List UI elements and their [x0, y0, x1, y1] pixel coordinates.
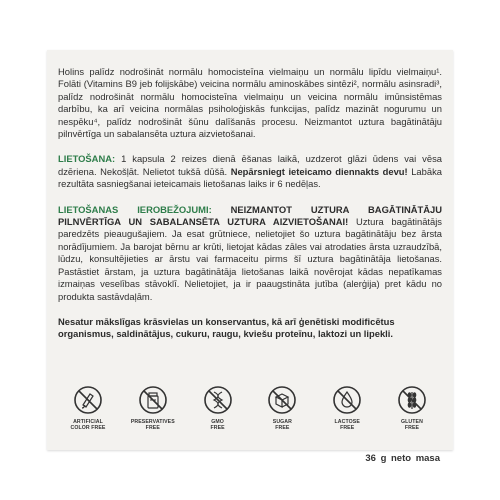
free-from-statement: Nesatur mākslīgas krāsvielas un konservantus, kā arī ģenētiski modificētus organismus, saldinātājus, cukuru, raugu, kviešu proteīnu, laktozi un lipekli.	[58, 315, 395, 340]
icon-label-line2: FREE	[275, 425, 290, 432]
icon-label-line2: FREE	[404, 425, 420, 432]
benefits-paragraph: Holins palīdz nodrošināt normālu homocisteīna vielmaiņu un normālu lipīdu vielmaiņu¹. Folāti (Vitamins B9 jeb folijskābe) veicina normālu aminoskābes sintēzi², normālu asinsradi³, palīdz nodrošināt normālu homocisteīna vielmaiņu un veicina normālu imūnsistēmas darbību, ka arī veicina normālas psiholoģiskās funkcijas, palīdz mazināt nogurumu un nespēku⁴, palīdz nodrošināt šūnu dalīšanās procesu. Neizmantot uztura bagātinātāju pilnvērtīga un sabalansēta uztura aizvietošanai.	[58, 66, 442, 140]
icon-item-lactose	[317, 385, 377, 445]
icon-label-line2: FREE	[210, 425, 225, 432]
usage-text-1: 1 kapsula 2 reizes dienā ēšanas laikā, uzdzerot glāzi ūdens vai vēsa dzēriena. Nekošļāt. Nelietot tukšā dūšā.	[58, 153, 442, 177]
usage-text-2: Labāka rezultāta sasniegšanai ieteicamais lietošanas laiks ir 6 nedēļas.	[58, 165, 442, 190]
lactose-free-icon	[332, 385, 362, 415]
net-mass: 36 g neto masa	[365, 453, 440, 464]
artificial-color-free-icon	[73, 385, 103, 415]
icon-item-gmo	[188, 385, 248, 445]
restrictions-text: Uztura bagātinātājs paredzēts pieaugušajiem. Ja esat grūtniece, nelietojiet šo uztura bagātinātāju bez ārsta norādījumiem. Ja barojat bērnu ar krūti, lietojat kādas zāles vai atrodaties ārsta uzraudzībā, lūdzu, konsultējieties ar ārstu vai farmaceitu pirms šī uztura bagātinātāja lietošanas. Pastāstiet ārstam, ja uztura bagātinātāja lietošanas laikā novērojat kādas nepatīkamas izmaiņas veselības stāvoklī. Nelietojiet, ja ir paaugstināta jutība (alerģija) pret kādu no produkta sastāvdaļām.	[58, 216, 442, 302]
preservatives-free-icon	[138, 385, 168, 415]
icon-label-line1: SUGAR	[272, 419, 292, 425]
icon-item-preservatives	[123, 385, 183, 445]
icon-label-line2: COLOR FREE	[70, 425, 106, 432]
restrictions-heading: LIETOŠANAS IEROBEŽOJUMI:	[58, 203, 212, 215]
usage-heading: LIETOŠANA:	[58, 153, 116, 165]
free-from-icons	[58, 385, 442, 445]
gluten-free-icon	[397, 385, 427, 415]
icon-item-artificial-color	[58, 385, 118, 445]
gmo-free-icon	[203, 385, 233, 415]
icon-item-sugar	[252, 385, 312, 445]
icon-item-gluten	[382, 385, 442, 445]
icon-label-line1: PRESERVATIVES	[130, 419, 175, 425]
restrictions-paragraph	[58, 204, 442, 303]
restrictions-warning: NEIZMANTOT UZTURA BAGĀTINĀTĀJU PILNVĒRTĪGA UN SABALANSĒTA UZTURA AIZVIETOŠANAI!	[58, 203, 442, 228]
label-text-block	[58, 66, 442, 354]
usage-paragraph	[58, 153, 442, 190]
icon-label-line1: ARTIFICIAL	[73, 419, 103, 425]
icon-label-line1: GMO	[211, 419, 224, 425]
icon-label-line1: GLUTEN	[401, 419, 423, 425]
icon-label-line1: LACTOSE	[334, 419, 360, 425]
sugar-free-icon	[267, 385, 297, 415]
icon-label-line2: FREE	[145, 425, 160, 432]
usage-warning: Nepārsniegt ieteicamo diennakts devu!	[230, 165, 408, 177]
icon-label-line2: FREE	[340, 425, 355, 432]
